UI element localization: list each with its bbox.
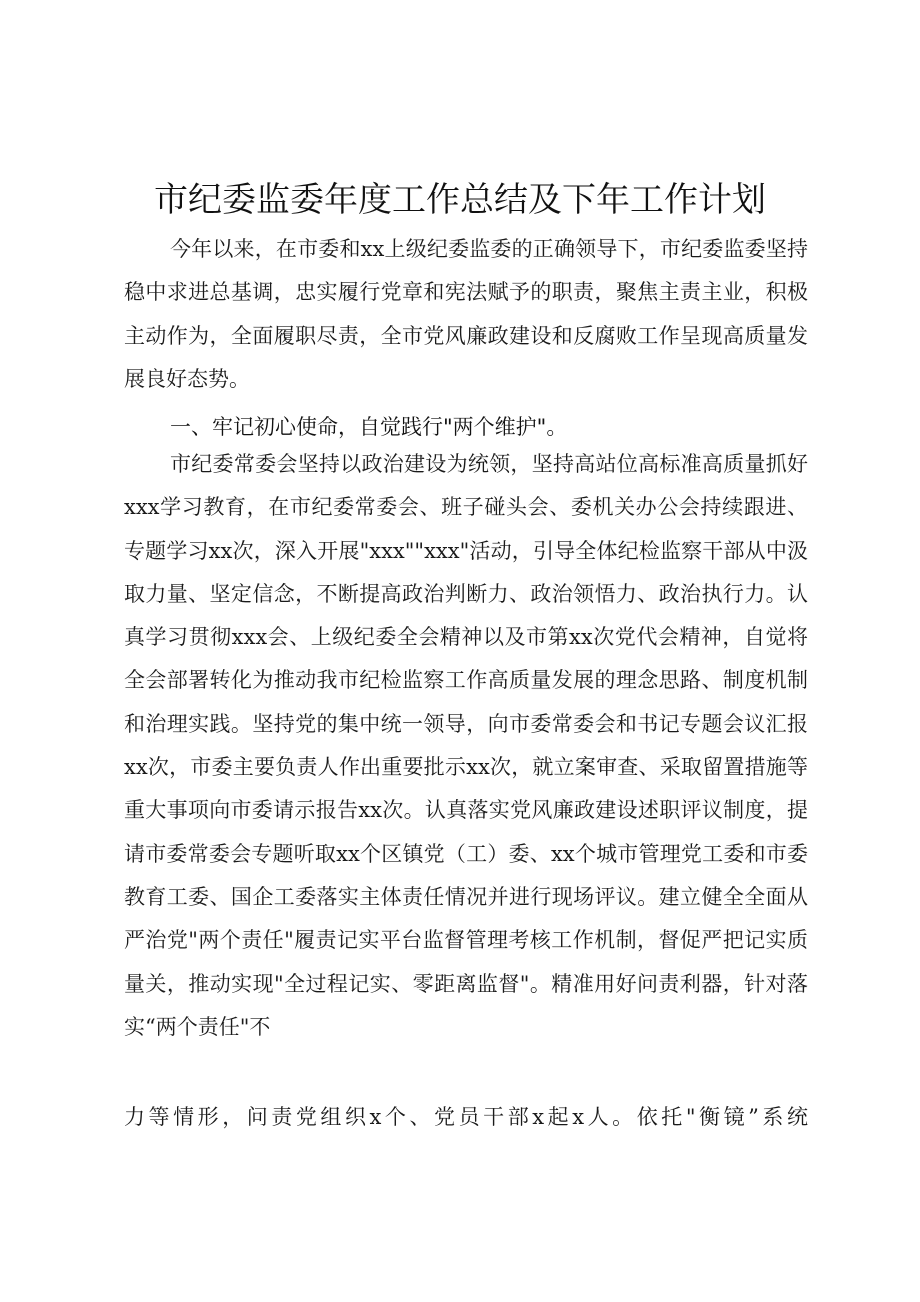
continuation-line: 力等情形，问责党组织x个、党员干部x起x人。依托"衡镜”系统	[124, 1105, 808, 1129]
section-paragraph-1: 市纪委常委会坚持以政治建设为统领，坚持高站位高标准高质量抓好xxx学习教育，在市纪委常委会、班子碰头会、委机关办公会持续跟进、专题学习xx次，深入开展"xxx""xxx"活动，引导全体纪检监察干部从中汲取力量、坚定信念，不断提高政治判断力、政治领悟力、政治执行力。认真学习贯彻xxx会、上级纪委全会精神以及市第xx次党代会精神，自觉将全会部署转化为推动我市纪检监察工作高质量发展的理念思路、制度机制和治理实践。坚持党的集中统一领导，向市委常委会和书记专题会议汇报xx次，市委主要负责人作出重要批示xx次，就立案审查、采取留置措施等重大事项向市委请示报告xx次。认真落实党风廉政建设述职评议制度，提请市委常委会专题听取xx个区镇党（工）委、xx个城市管理党工委和市委教育工委、国企工委落实主体责任情况并进行现场评议。建立健全全面从严治党"两个责任"履责记实平台监督管理考核工作机制，督促严把记实质量关，推动实现"全过程记实、零距离监督"。精准用好问责利器，针对落实“两个责任"不	[124, 452, 808, 1039]
intro-paragraph: 今年以来，在市委和xx上级纪委监委的正确领导下，市纪委监委坚持稳中求进总基调，忠实履行党章和宪法赋予的职责，聚焦主责主业，积极主动作为，全面履职尽责，全市党风廉政建设和反腐败工作呈现高质量发展良好态势。	[124, 237, 808, 391]
document-title: 市纪委监委年度工作总结及下年工作计划	[154, 180, 766, 220]
section-heading-1: 一、牢记初心使命，自觉践行"两个维护"。	[170, 415, 568, 439]
